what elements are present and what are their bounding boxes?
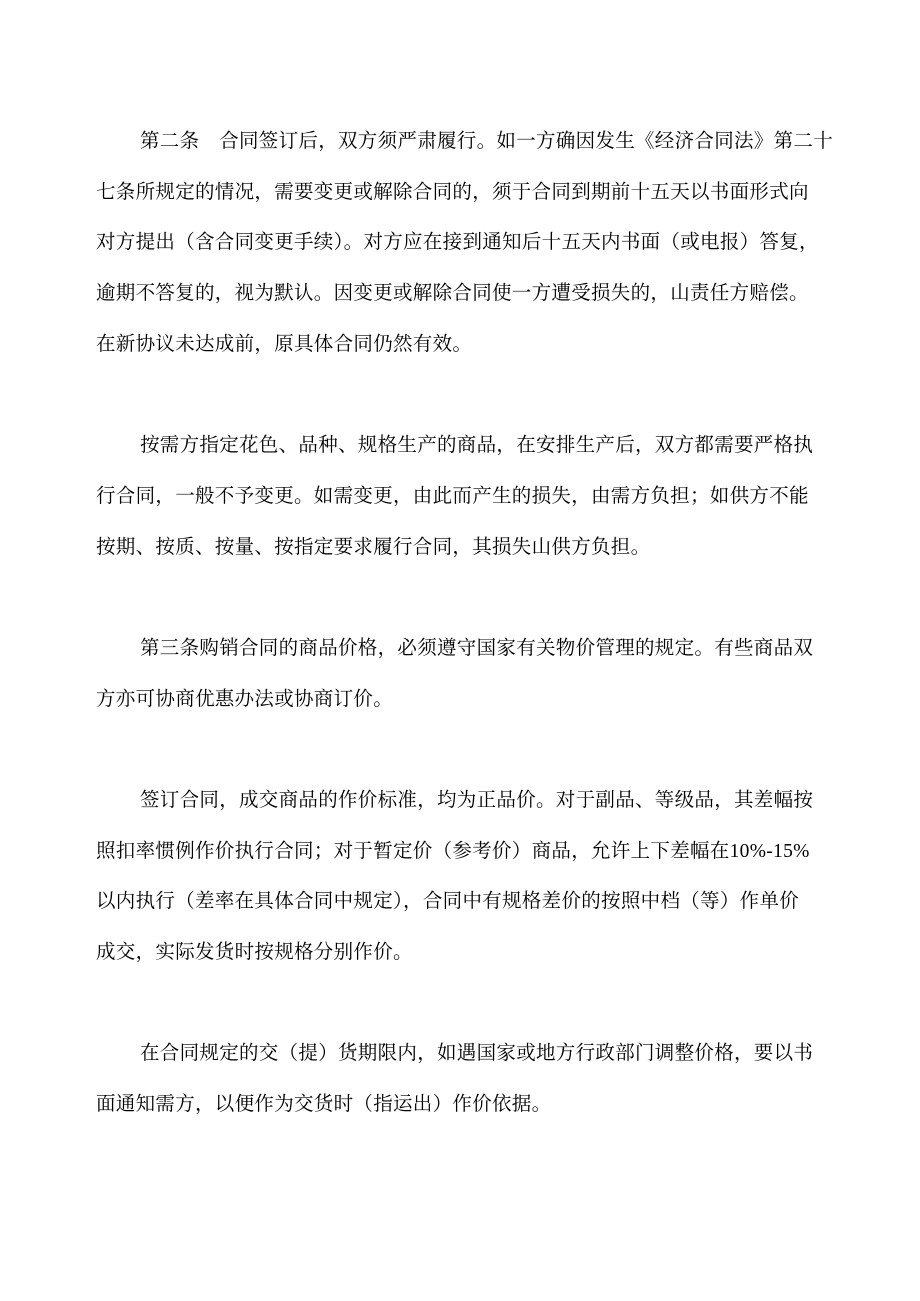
text-line: 对方提出（含合同变更手续）。对方应在接到通知后十五天内书面（或电报）答复， bbox=[96, 232, 819, 254]
text-line: 行合同，一般不予变更。如需变更，由此而产生的损失，由需方负担；如供方不能 bbox=[96, 485, 809, 507]
paragraph-pricing-standard bbox=[96, 776, 840, 979]
text-line: 逾期不答复的，视为默认。因变更或解除合同使一方遭受损失的，山责任方赔偿。 bbox=[96, 283, 809, 305]
text-line: 面通知需方，以便作为交货时（指运出）作价依据。 bbox=[96, 1094, 552, 1116]
text-line: 方亦可协商优惠办法或协商订价。 bbox=[96, 688, 394, 710]
paragraph-article-3 bbox=[96, 624, 840, 725]
text-line: 照扣率惯例作价执行合同；对于暂定价（参考价）商品，允许上下差幅在10%-15% bbox=[96, 840, 810, 862]
text-line: 在合同规定的交（提）货期限内，如遇国家或地方行政部门调整价格，要以书 bbox=[140, 1043, 814, 1065]
text-line: 以内执行（差率在具体合同中规定），合同中有规格差价的按照中档（等）作单价 bbox=[96, 891, 800, 913]
text-line: 七条所规定的情况，需要变更或解除合同的，须于合同到期前十五天以书面形式向 bbox=[96, 181, 809, 203]
text-line: 第三条购销合同的商品价格，必须遵守国家有关物价管理的规定。有些商品双 bbox=[140, 637, 814, 659]
text-line: 成交，实际发货时按规格分别作价。 bbox=[96, 942, 413, 963]
paragraph-article-2 bbox=[96, 117, 840, 370]
text-line: 按期、按质、按量、按指定要求履行合同，其损失山供方负担。 bbox=[96, 536, 651, 558]
text-line: 签订合同，成交商品的作价标准，均为正品价。对于副品、等级品，其差幅按 bbox=[140, 789, 814, 811]
text-line: 在新协议未达成前，原具体合同仍然有效。 bbox=[96, 333, 473, 355]
paragraph-delivery-price-adjust bbox=[96, 1029, 840, 1130]
text-line: 按需方指定花色、品种、规格生产的商品，在安排生产后，双方都需要严格执 bbox=[140, 435, 814, 457]
text-line: 第二条 合同签订后，双方须严肃履行。如一方确因发生《经济合同法》第二十 bbox=[140, 131, 834, 152]
paragraph-custom-goods bbox=[96, 421, 840, 573]
